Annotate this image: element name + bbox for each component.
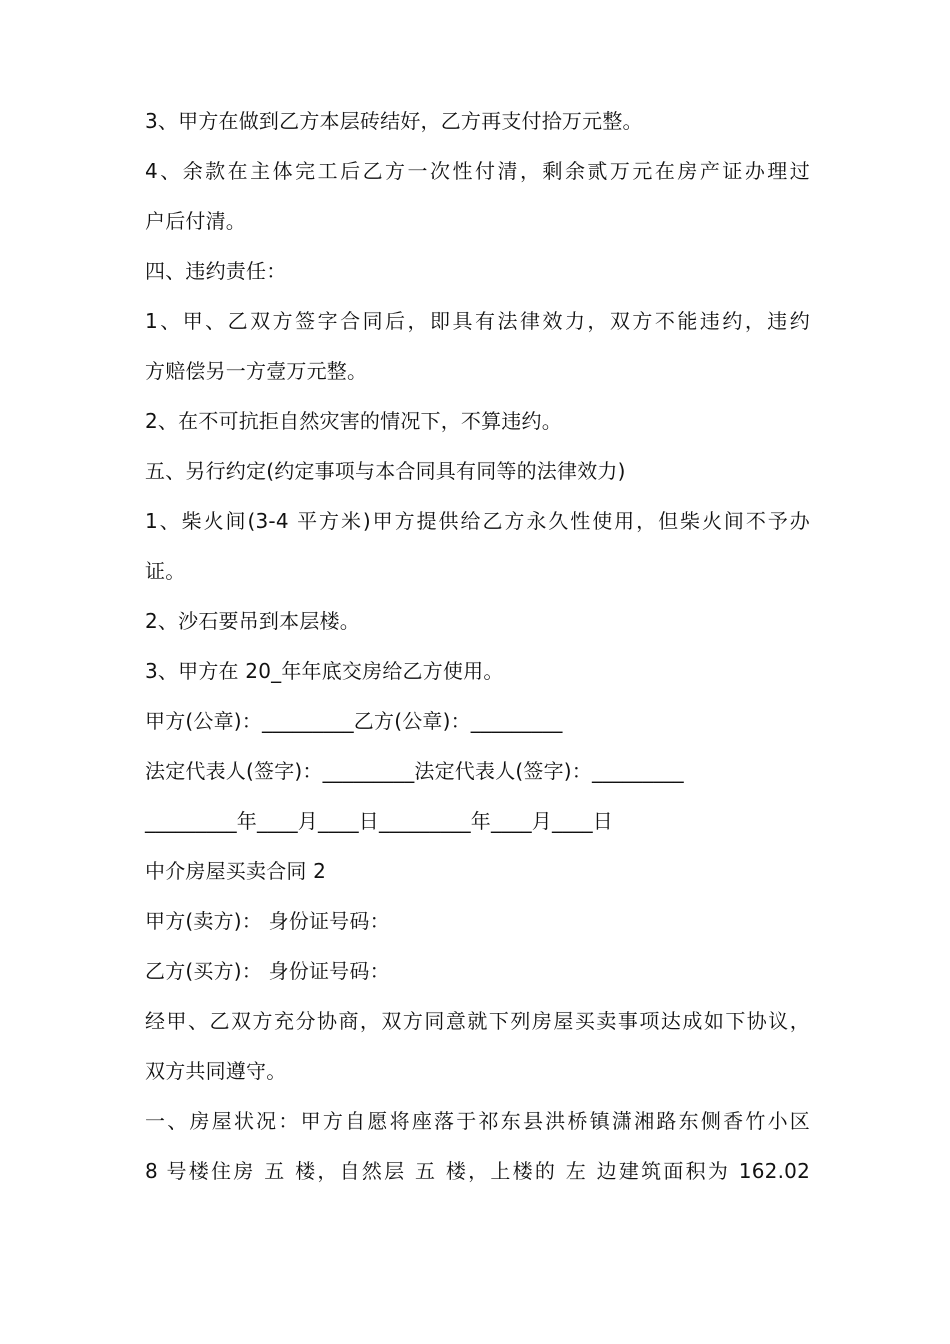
- text-line: 3、甲方在 20_年年底交房给乙方使用。: [145, 659, 504, 683]
- text-line: 1、柴火间(3-4 平方米)甲方提供给乙方永久性使用，但柴火间不予办: [145, 509, 810, 533]
- text-line: 1、甲、乙双方签字合同后，即具有法律效力，双方不能违约，违约: [145, 309, 810, 333]
- section-heading: 五、另行约定(约定事项与本合同具有同等的法律效力): [145, 459, 626, 483]
- party-b-line: 乙方(买方)： 身份证号码：: [145, 959, 390, 983]
- text-line: 证。: [145, 559, 186, 583]
- text-line: 方赔偿另一方壹万元整。: [145, 359, 368, 383]
- text-line: 2、在不可抗拒自然灾害的情况下，不算违约。: [145, 409, 562, 433]
- signature-line-representative: 法定代表人(签字)：_________法定代表人(签字)：_________: [145, 759, 684, 783]
- text-line: 2、沙石要吊到本层楼。: [145, 609, 360, 633]
- section-heading: 一、房屋状况：甲方自愿将座落于祁东县洪桥镇潇湘路东侧香竹小区: [145, 1109, 810, 1133]
- party-a-line: 甲方(卖方)： 身份证号码：: [145, 909, 390, 933]
- contract-title: 中介房屋买卖合同 2: [145, 859, 327, 883]
- text-line: 4、余款在主体完工后乙方一次性付清，剩余贰万元在房产证办理过: [145, 159, 810, 183]
- signature-line-seal: 甲方(公章)：_________乙方(公章)：_________: [145, 709, 563, 733]
- text-line: 户后付清。: [145, 209, 246, 233]
- section-heading: 四、违约责任：: [145, 259, 287, 283]
- text-line: 8 号楼住房 五 楼，自然层 五 楼，上楼的 左 边建筑面积为 162.02: [145, 1159, 810, 1183]
- text-line: 3、甲方在做到乙方本层砖结好，乙方再支付拾万元整。: [145, 109, 643, 133]
- signature-line-date: _________年____月____日_________年____月____日: [145, 809, 613, 833]
- text-line: 双方共同遵守。: [145, 1059, 287, 1083]
- text-line: 经甲、乙双方充分协商，双方同意就下列房屋买卖事项达成如下协议，: [145, 1009, 810, 1033]
